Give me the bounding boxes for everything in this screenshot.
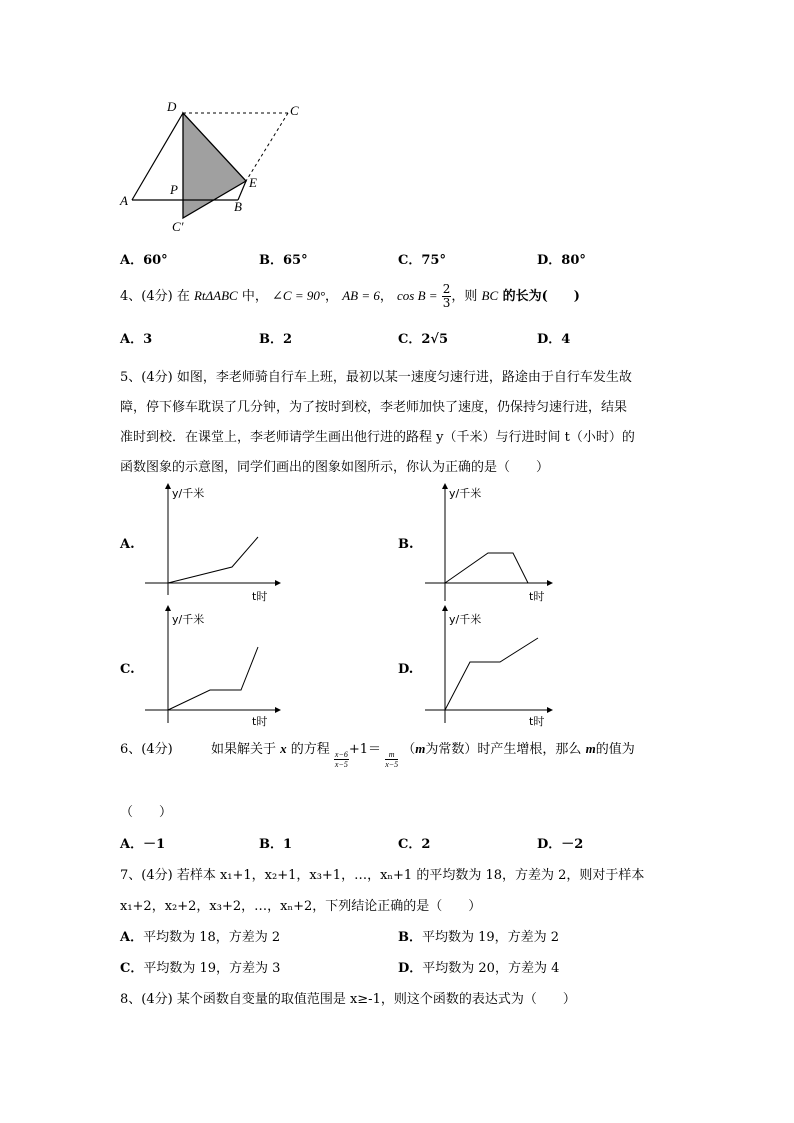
- q5-graph-c-letter[interactable]: C.: [120, 662, 135, 677]
- q3-option-a[interactable]: A．60°: [120, 253, 168, 268]
- q4-fraction: $\frac{2}{3}$: [442, 282, 451, 310]
- q5-graph-c-ylabel: y/千米: [172, 613, 205, 626]
- q7-option-a[interactable]: A．平均数为 18，方差为 2: [120, 930, 281, 945]
- graph-b-line: [445, 553, 528, 583]
- q4-option-b[interactable]: B．2: [259, 332, 293, 347]
- q5-line-1: 5、(4分) 如图，李老师骑自行车上班，最初以某一速度匀速行进，路途由于自行车发生故: [120, 370, 632, 385]
- graph-d-line: [445, 638, 538, 710]
- q5-graph-c: [140, 605, 280, 730]
- q5-graph-b: [420, 483, 560, 603]
- q4-option-c[interactable]: C．2√5: [398, 332, 448, 347]
- q5-graph-d-ylabel: y/千米: [449, 613, 482, 626]
- point-C-label: C: [290, 103, 299, 118]
- q4-option-d[interactable]: D．4: [537, 332, 571, 347]
- graph-c-line: [168, 647, 258, 710]
- q5-graph-b-ylabel: y/千米: [449, 487, 482, 500]
- q5-graph-d-xlabel: t时: [529, 715, 545, 728]
- q6-option-d[interactable]: D．－2: [537, 837, 584, 852]
- q5-graph-a-xlabel: t时: [252, 590, 268, 603]
- q5-line-2: 障，停下修车耽误了几分钟，为了按时到校，李老师加快了速度，仍保持匀速行进，结果: [120, 400, 628, 415]
- q5-graph-b-xlabel: t时: [529, 590, 545, 603]
- q6-option-a[interactable]: A．－1: [120, 837, 166, 852]
- q6-option-c[interactable]: C．2: [398, 837, 431, 852]
- point-A-label: A: [120, 193, 128, 208]
- q5-graph-c-xlabel: t时: [252, 715, 268, 728]
- q5-line-4: 函数图象的示意图，同学们画出的图象如图所示，你认为正确的是（ ）: [120, 460, 550, 475]
- q5-line-3: 准时到校．在课堂上，李老师请学生画出他行进的路程 y（千米）与行进时间 t（小时）的: [120, 430, 635, 445]
- point-D-label: D: [167, 99, 177, 114]
- q8-line-1: 8、(4分) 某个函数自变量的取值范围是 x≥-1，则这个函数的表达式为（ ）: [120, 992, 576, 1007]
- point-E-label: E: [249, 175, 257, 190]
- q5-graph-b-letter[interactable]: B.: [398, 537, 414, 552]
- q6-stem: 6、(4分) 如果解关于 x 的方程 $\frac{x-6}{x-5}$ +1＝ $\frac{m}{x-5}$ （m为常数）时产生增根，那么 m的值为: [120, 741, 635, 769]
- q7-option-c[interactable]: C．平均数为 19，方差为 3: [120, 961, 281, 976]
- q5-graph-a-letter[interactable]: A.: [120, 537, 135, 552]
- q5-graph-a-ylabel: y/千米: [172, 487, 205, 500]
- q3-option-c[interactable]: C．75°: [398, 253, 446, 268]
- q6-answer-paren: （ ）: [120, 805, 173, 820]
- q6-fraction-1: $\frac{x-6}{x-5}$: [334, 750, 348, 769]
- q7-option-b[interactable]: B．平均数为 19，方差为 2: [398, 930, 560, 945]
- graph-a-line: [168, 537, 258, 583]
- q7-option-d[interactable]: D．平均数为 20，方差为 4: [398, 961, 560, 976]
- point-C-prime-label: C′: [172, 219, 184, 234]
- point-P-label: P: [170, 182, 178, 197]
- point-B-label: B: [234, 199, 242, 214]
- edge-CE-dashed: [246, 113, 288, 181]
- q5-graph-d: [420, 605, 560, 730]
- q7-line-1: 7、(4分) 若样本 x₁+1，x₂+1，x₃+1，…，xₙ+1 的平均数为 18，方差为 2，则对于样本: [120, 868, 645, 883]
- q3-option-b[interactable]: B．65°: [259, 253, 308, 268]
- q5-graph-a: [140, 483, 280, 603]
- q4-option-a[interactable]: A．3: [120, 332, 153, 347]
- q6-option-b[interactable]: B．1: [259, 837, 293, 852]
- q5-graph-d-letter[interactable]: D.: [398, 662, 414, 677]
- q7-line-2: x₁+2，x₂+2，x₃+2，…，xₙ+2，下列结论正确的是（ ）: [120, 899, 482, 914]
- q6-fraction-2: $\frac{m}{x-5}$: [385, 750, 399, 769]
- q3-option-d[interactable]: D．80°: [537, 253, 586, 268]
- q4-stem: 4、(4分) 在 RtΔABC 中， ∠C = 90°， AB = 6， cos B = $\frac{2}{3}$ ，则 BC 的长为( ): [120, 282, 580, 310]
